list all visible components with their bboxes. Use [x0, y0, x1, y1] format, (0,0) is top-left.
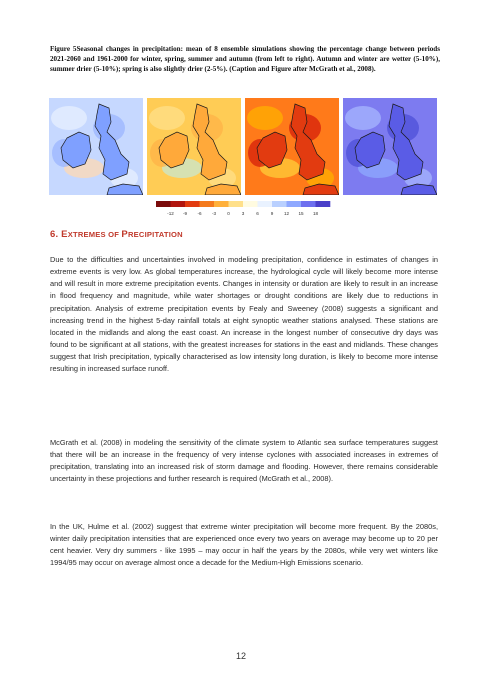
section-title-rest-2: RECIPITATION — [127, 230, 183, 239]
colorbar-segment — [185, 201, 200, 207]
section-number: 6. — [50, 229, 59, 240]
map-summer — [245, 98, 339, 195]
colorbar-segment — [272, 201, 287, 207]
colorbar-segment — [301, 201, 316, 207]
autumn-map-patch — [345, 106, 381, 130]
figure-caption: Figure 5Seasonal changes in precipitation: mean of 8 ensemble simulations showing the percentage change between periods 2021-2060 and 1961-2000 for winter, spring, summer and autumn (from left to right). Autumn and winter are wetter (5-10%), summer drier (5-10%); spring is also slightly drier (2-5%). (Caption and Figure after McGrath et al., 2008). — [50, 45, 440, 73]
winter-map-patch — [51, 106, 87, 130]
map-autumn — [343, 98, 437, 195]
colorbar-tick-label: -6 — [197, 211, 202, 216]
page-number: 12 — [235, 651, 246, 661]
paragraph-3: In the UK, Hulme et al. (2002) suggest that extreme winter precipitation will become more frequent. By the 2080s, winter daily precipitation intensities that are experienced once every two years on average may become up to 20 per cent heavier. Very dry summers - like 1995 – may occur in half the years by the 2080s, while very wet winters like 1994/95 may occur on average almost once a decade for the Medium-High Emissions scenario. — [50, 522, 438, 568]
section-title-rest-1: XTREMES OF — [67, 230, 122, 239]
colorbar-segment — [214, 201, 229, 207]
paragraph-2: McGrath et al. (2008) in modeling the sensitivity of the climate system to Atlantic sea surface temperatures suggest that there will be an increase in the frequency of very intense cyclones with associated increases in extremes of precipitation, translating into an increased risk of storm damage and flooding. However, there remains considerable uncertainty in these projections and further research is required (McGrath et al., 2008). — [50, 438, 438, 484]
colorbar-svg — [148, 200, 338, 218]
colorbar-tick-label: -12 — [167, 211, 174, 216]
colorbar-segment — [229, 201, 244, 207]
colorbar-tick-label: 0 — [227, 211, 230, 216]
colorbar-tick-label: -9 — [182, 211, 188, 216]
colorbar-segment — [243, 201, 258, 207]
map-spring — [147, 98, 241, 195]
colorbar-segment — [200, 201, 215, 207]
colorbar-tick-label: 18 — [312, 211, 319, 216]
colorbar-segment — [156, 201, 171, 207]
winter-map-svg — [49, 98, 143, 195]
colorbar-segment — [258, 201, 273, 207]
summer-map-patch — [247, 106, 283, 130]
autumn-map-svg — [343, 98, 437, 195]
summer-map-svg — [245, 98, 339, 195]
colorbar-tick-label: 15 — [298, 211, 304, 216]
colorbar-tick-label: -3 — [211, 211, 217, 216]
colorbar-segment — [287, 201, 302, 207]
colorbar-tick-label: 6 — [256, 211, 259, 216]
colorbar-tick-label: 3 — [241, 211, 245, 216]
section-title-cap-2: P — [121, 229, 128, 240]
paragraph-1: Due to the difficulties and uncertainties involved in modeling precipitation, confidence in estimates of changes in extreme events is very low. As global temperatures increase, the hydrological cycle will likely become more intense and will result in more extreme precipitation events. Changes in intensity or duration are likely to result in an increase in flood frequency and magnitude, while water shortages or drought conditions are likely due to reductions in precipitation. Analysis of extreme precipitation events by Fealy and Sweeney (2008) suggests a significant and increasing trend in the highest 5-day rainfall totals at eight synoptic weather stations analysed. These stations are located in the midlands and along the east coast. An increase in the longest number of consecutive dry days was found to be significant at all stations, with the greatest increases for stations in the east and midlands. These changes suggest that Irish precipitation, typically characterised as low intensity long duration, is likely to become more intense resulting in increased surface runoff. — [50, 255, 438, 374]
spring-map-patch — [149, 106, 185, 130]
map-winter — [49, 98, 143, 195]
spring-map-svg — [147, 98, 241, 195]
colorbar-tick-label: 12 — [283, 211, 290, 216]
section-title-cap-1: E — [61, 229, 68, 240]
colorbar-segment — [316, 201, 331, 207]
colorbar-segment — [171, 201, 186, 207]
section-heading — [50, 229, 183, 240]
colorbar-tick-label: 9 — [270, 211, 274, 216]
colorbar-legend — [148, 200, 338, 218]
figure-maps — [49, 98, 439, 196]
